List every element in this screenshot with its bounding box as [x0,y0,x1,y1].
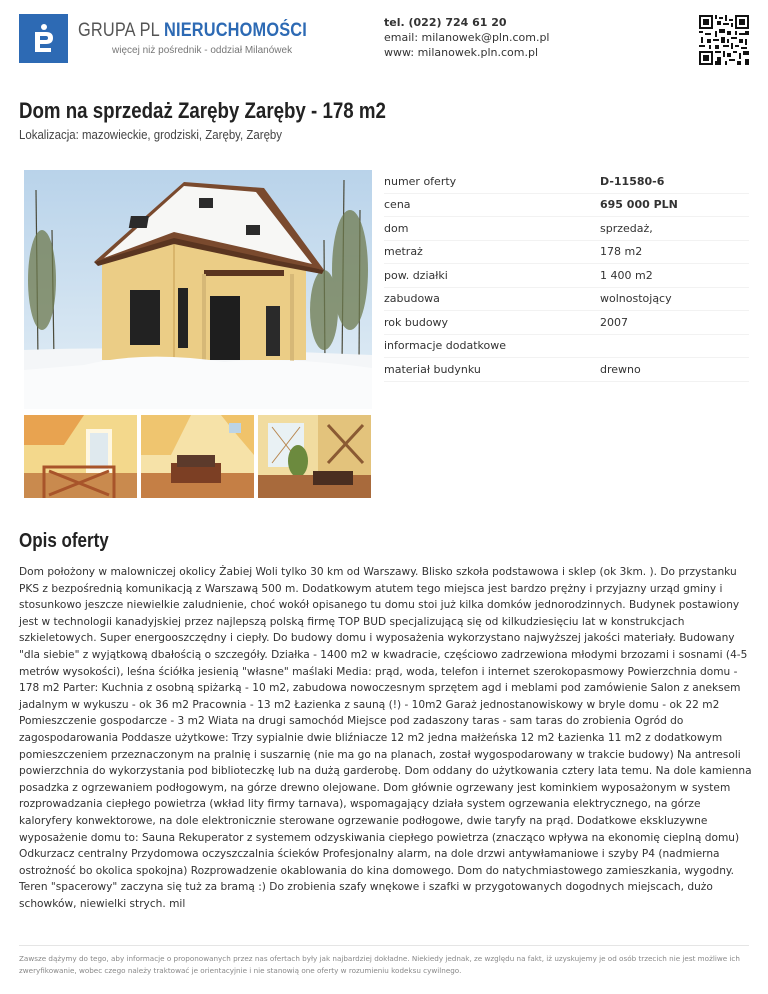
interior-livingroom-image [258,415,371,498]
phone-number: tel. (022) 724 61 20 [384,16,507,29]
thumbnail-photo-1[interactable] [24,415,137,498]
detail-row [384,170,749,194]
detail-label: pow. działki [384,268,448,282]
website-address: www: milanowek.pln.com.pl [384,46,539,59]
interior-staircase-image [24,415,137,498]
house-photo-image [24,170,372,409]
property-details-table [384,170,749,382]
detail-row [384,358,749,382]
detail-label: rok budowy [384,315,449,329]
company-logo [19,14,68,63]
detail-label: dom [384,221,409,235]
listing-title: Dom na sprzedaż Zaręby Zaręby - 178 m2 [19,98,386,123]
detail-row [384,311,749,335]
detail-value: drewno [600,362,641,376]
detail-label: materiał budynku [384,362,481,376]
detail-label: metraż [384,245,423,259]
detail-label: zabudowa [384,292,440,306]
interior-bedroom-image [141,415,254,498]
detail-label: informacje dodatkowe [384,339,507,353]
description-text: Dom położony w malowniczej okolicy Żabiej Woli tylko 30 km od Warszawy. Blisko szkoła podstawowa i sklep (ok 3km. ). Do przystanku PKS z bezpośrednią komunikacją z Warszawą 500 m. Dodatkowym atutem tego miejsca jest bardzo prężny i przyjazny urząd gminy i stosunkowo jeszcze niewielkie zaludnienie, choć wokół opisanego tu domu stoi już kilka domków jednorodzinnych. Budynek postawiony jest w technologii kanadyjskiej przez najlepszą polską firmę TOP BUD specjalizującą się od kilkudziesięciu lat w konstrukcjach szkieletowych. Super energooszczędny i ciepły. Do budowy domu i wyposażenia wykorzystano najwyższej jakości materiały. Budowany "dla siebie" z wyjątkową dbałością o szczegóły. Działka - 1400 m2 w kwadracie, częściowo zadrzewiona młodymi brzozami i sosnami (4-5 metrów wysokości), leśna ściółka jesienią "własne" maślaki Media: prąd, woda, telefon i internet szerokopasmowy Powierzchnia domu - 178 m2 Parter: Kuchnia z osobną spiżarką - 10 m2, zabudowa nowoczesnym sprzętem agd i meblami pod zamówienie Salon z aneksem jadalnym w wykuszu - ok 36 m2 Pracownia - 13 m2 Łazienka z sauną (!) - 10m2 Garaż jednostanowiskowy w bryle domu - ok 22 m2 Pomieszczenie gospodarcze - 3 m2 Wiata na drugi samochód Miejsce pod zadaszony taras - sam taras do zrobienia Ogród do zagospodarowania Poddasze użytkowe: Trzy sypialnie dwie bliźniacze 12 m2 jedna małżeńska 12 m2 Łazienka 11 m2 z dodatkowym pomieszczeniem przeznaczonym na pralnię i suszarnię (nie ma go na planach, został wygospodarowany w trakcie budowy) Na antresoli powierzchnia do wykorzystania pod biblioteczkę lub na dużą garderobę. Dom oddany do użytkowania cztery lata temu. Na dole kamienna posadzka z ogrzewaniem podłogowym, na górze drewno olejowane. Dom głównie ogrzewany jest kominkiem wyposażonym w system rozprowadzania ciepłego powietrza (wkład lity firmy tarnava), wspomagający działa system ogrzewania elektrycznego, na górze kaloryfery konwektorowe, na dole elektronicznie sterowane ogrzewanie podłogowe, dwie taryfy na prąd. Dodatkowe ekskluzywne wyposażenie domu to: Sauna Rekuperator z systemem odzyskiwania ciepłego powietrza (znacząco wpływa na ekonomię cieplną domu) Odkurzacz centralny Przydomowa oczyszczalnia ścieków Profesjonalny alarm, na dole drzwi antywłamaniowe i szyby P4 (nadmierna ostrożność bo okolica spokojna) Rozprowadzenie okablowania do kina domowego. Dom do natychmiastowego zamieszkania, wygodny. Teren "spacerowy" zaczyna się tuż za bramą :) Do zrobienia szafy wnękowe i szafki w przygotowanych dogodnych miejscach, dużo schowków, niewielki strych. mil [19,566,752,910]
detail-row [384,288,749,312]
detail-row [384,217,749,241]
qr-code-icon [699,15,749,65]
footer-disclaimer: Zawsze dążymy do tego, aby informacje o proponowanych przez nas ofertach były jak najbardziej dokładne. Niekiedy jednak, ze względu na fakt, iż uzyskujemy je od osób trzecich nie jest możliwe ich zweryfikowanie, wobec czego należy traktować je orientacyjnie i nie stanowią one oferty w rozumieniu kodeksu cywilnego. [19,954,740,975]
email-address: email: milanowek@pln.com.pl [384,31,550,44]
listing-location: Lokalizacja: mazowieckie, grodziski, Zaręby, Zaręby [19,127,283,142]
detail-value: 1 400 m2 [600,268,653,282]
detail-value: 2007 [600,315,628,329]
description-heading: Opis oferty [19,530,109,552]
detail-row [384,335,749,359]
brand-name: GRUPA PL NIERUCHOMOŚCI [78,20,307,41]
detail-label: numer oferty [384,174,457,188]
footer-divider [19,945,749,946]
thumbnail-photo-3[interactable] [258,415,371,498]
detail-value: 695 000 PLN [600,198,678,212]
detail-label: cena [384,198,411,212]
detail-value: 178 m2 [600,245,643,259]
detail-value: sprzedaż, [600,221,653,235]
detail-row [384,264,749,288]
brand-tagline: więcej niż pośrednik - oddział Milanówek [112,45,293,56]
thumbnail-photo-2[interactable] [141,415,254,498]
main-property-photo[interactable] [24,170,372,409]
detail-row [384,194,749,218]
detail-row [384,241,749,265]
pl-logo-icon [29,23,59,55]
detail-value: wolnostojący [600,292,672,306]
detail-value: D-11580-6 [600,174,665,188]
contact-info [384,15,549,60]
